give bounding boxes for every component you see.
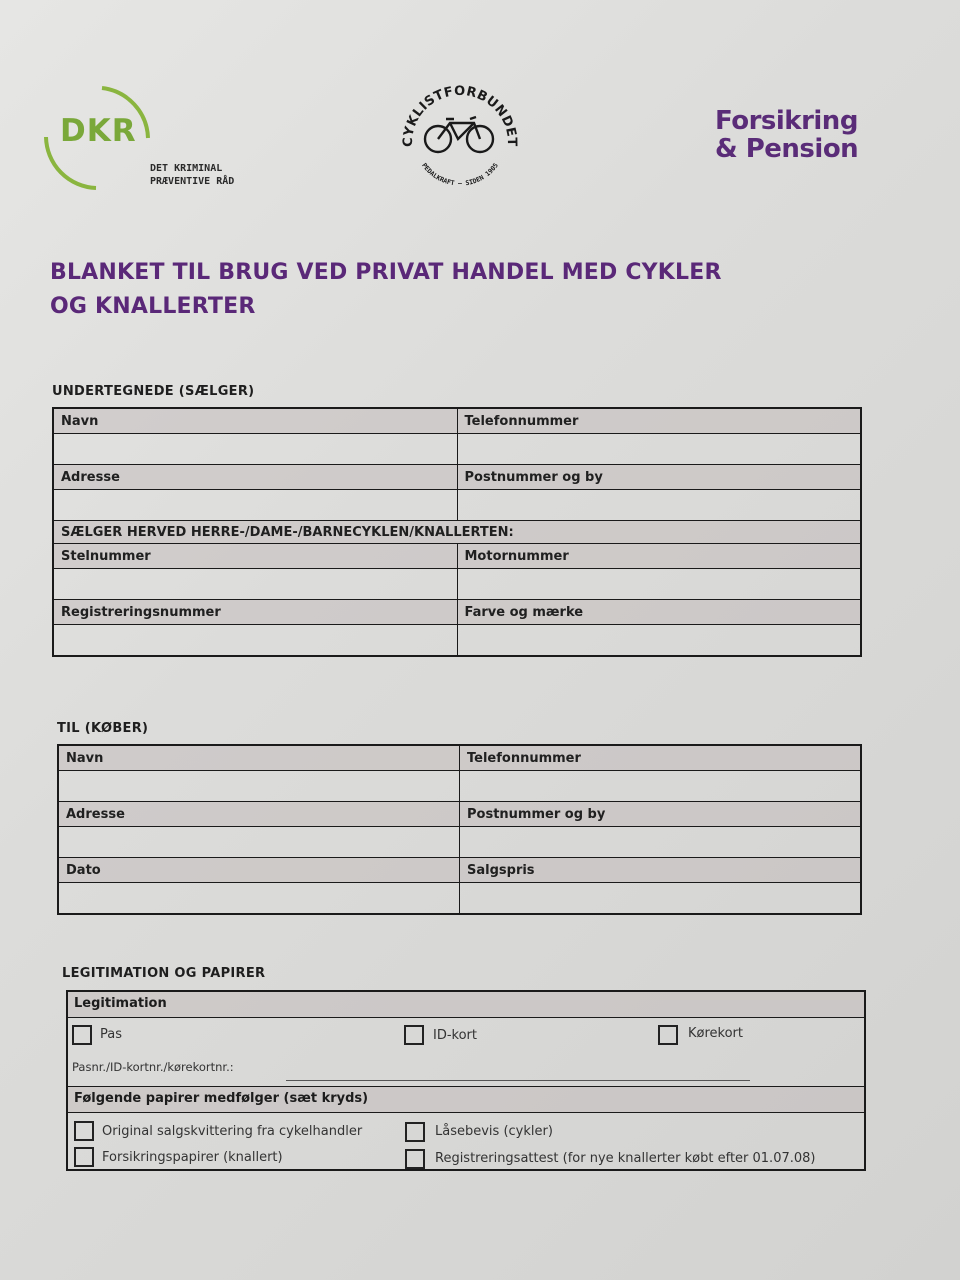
lock-certificate-label: Låsebevis (cykler) (435, 1124, 553, 1139)
registration-number-field[interactable] (61, 625, 454, 655)
seller-name-field[interactable] (61, 434, 454, 464)
forsikring-pension-logo (715, 107, 858, 163)
passport-label: Pas (100, 1027, 122, 1042)
id-options-row (68, 1018, 864, 1048)
seller-phone-field[interactable] (465, 434, 858, 464)
buyer-phone-label: Telefonnummer (460, 745, 862, 771)
buyer-postal-field[interactable] (467, 827, 857, 857)
identification-box (66, 990, 866, 1171)
drivers-license-checkbox[interactable] (658, 1025, 678, 1045)
sale-price-label: Salgspris (460, 858, 862, 883)
papers-band: Følgende papirer medfølger (sæt kryds) (68, 1087, 864, 1113)
buyer-address-field[interactable] (66, 827, 456, 857)
registration-certificate-label: Registreringsattest (for nye knallerter købt efter 01.07.08) (435, 1151, 816, 1166)
id-number-label: Pasnr./ID-kortnr./kørekortnr.: (72, 1060, 234, 1074)
buyer-address-label: Adresse (58, 802, 460, 827)
fp-line1: Forsikring (715, 106, 858, 136)
fp-line2: & Pension (715, 134, 859, 164)
color-brand-field[interactable] (465, 625, 858, 655)
dkr-logo-mark: DKR (60, 113, 137, 149)
id-number-row (68, 1048, 864, 1087)
id-card-checkbox[interactable] (404, 1025, 424, 1045)
frame-number-field[interactable] (61, 569, 454, 599)
seller-heading: UNDERTEGNEDE (SÆLGER) (52, 384, 255, 399)
seller-phone-label: Telefonnummer (457, 408, 861, 434)
buyer-table (57, 744, 862, 915)
lock-certificate-checkbox[interactable] (405, 1122, 425, 1142)
color-brand-label: Farve og mærke (457, 600, 861, 625)
buyer-phone-field[interactable] (467, 771, 857, 801)
engine-number-field[interactable] (465, 569, 858, 599)
seller-table (52, 407, 862, 657)
title-line2: OG KNALLERTER (50, 294, 256, 319)
buyer-name-field[interactable] (66, 771, 456, 801)
papers-rows (68, 1113, 864, 1169)
dkr-subtitle-line1: DET KRIMINAL (150, 163, 223, 174)
title-line1: BLANKET TIL BRUG VED PRIVAT HANDEL MED CYKLER (50, 260, 722, 285)
seller-address-label: Adresse (53, 465, 457, 490)
cyklistforbundet-name: CYKLISTFORBUNDET (400, 83, 520, 148)
identification-heading: LEGITIMATION OG PAPIRER (62, 966, 266, 981)
id-number-field[interactable] (286, 1064, 750, 1081)
legitimation-band: Legitimation (68, 992, 864, 1018)
seller-name-label: Navn (53, 408, 457, 434)
seller-postal-field[interactable] (465, 490, 858, 520)
buyer-heading: TIL (KØBER) (57, 721, 149, 736)
buyer-postal-label: Postnummer og by (460, 802, 862, 827)
registration-certificate-checkbox[interactable] (405, 1149, 425, 1169)
sale-price-field[interactable] (467, 883, 857, 913)
date-label: Dato (58, 858, 460, 883)
frame-number-label: Stelnummer (53, 544, 457, 569)
id-card-label: ID-kort (433, 1028, 477, 1043)
seller-address-field[interactable] (61, 490, 454, 520)
registration-number-label: Registreringsnummer (53, 600, 457, 625)
seller-postal-label: Postnummer og by (457, 465, 861, 490)
dkr-subtitle-line2: PRÆVENTIVE RÅD (150, 176, 235, 187)
sales-receipt-label: Original salgskvittering fra cykelhandler (102, 1124, 363, 1139)
insurance-papers-label: Forsikringspapirer (knallert) (102, 1150, 283, 1165)
cyklistforbundet-logo (390, 75, 530, 195)
insurance-papers-checkbox[interactable] (74, 1147, 94, 1167)
document-title (50, 256, 870, 324)
svg-text:PEDALKRAFT – SIDEN 1905 (420, 162, 500, 188)
buyer-name-label: Navn (58, 745, 460, 771)
passport-checkbox[interactable] (72, 1025, 92, 1045)
sales-receipt-checkbox[interactable] (74, 1121, 94, 1141)
cyklistforbundet-tagline: PEDALKRAFT – SIDEN 1905 (420, 161, 500, 188)
drivers-license-label: Kørekort (688, 1026, 743, 1041)
dkr-logo-subtitle (150, 162, 234, 188)
date-field[interactable] (66, 883, 456, 913)
vehicle-heading: SÆLGER HERVED HERRE-/DAME-/BARNECYKLEN/KNALLERTEN: (53, 521, 861, 544)
engine-number-label: Motornummer (457, 544, 861, 569)
bicycle-icon (425, 117, 493, 152)
